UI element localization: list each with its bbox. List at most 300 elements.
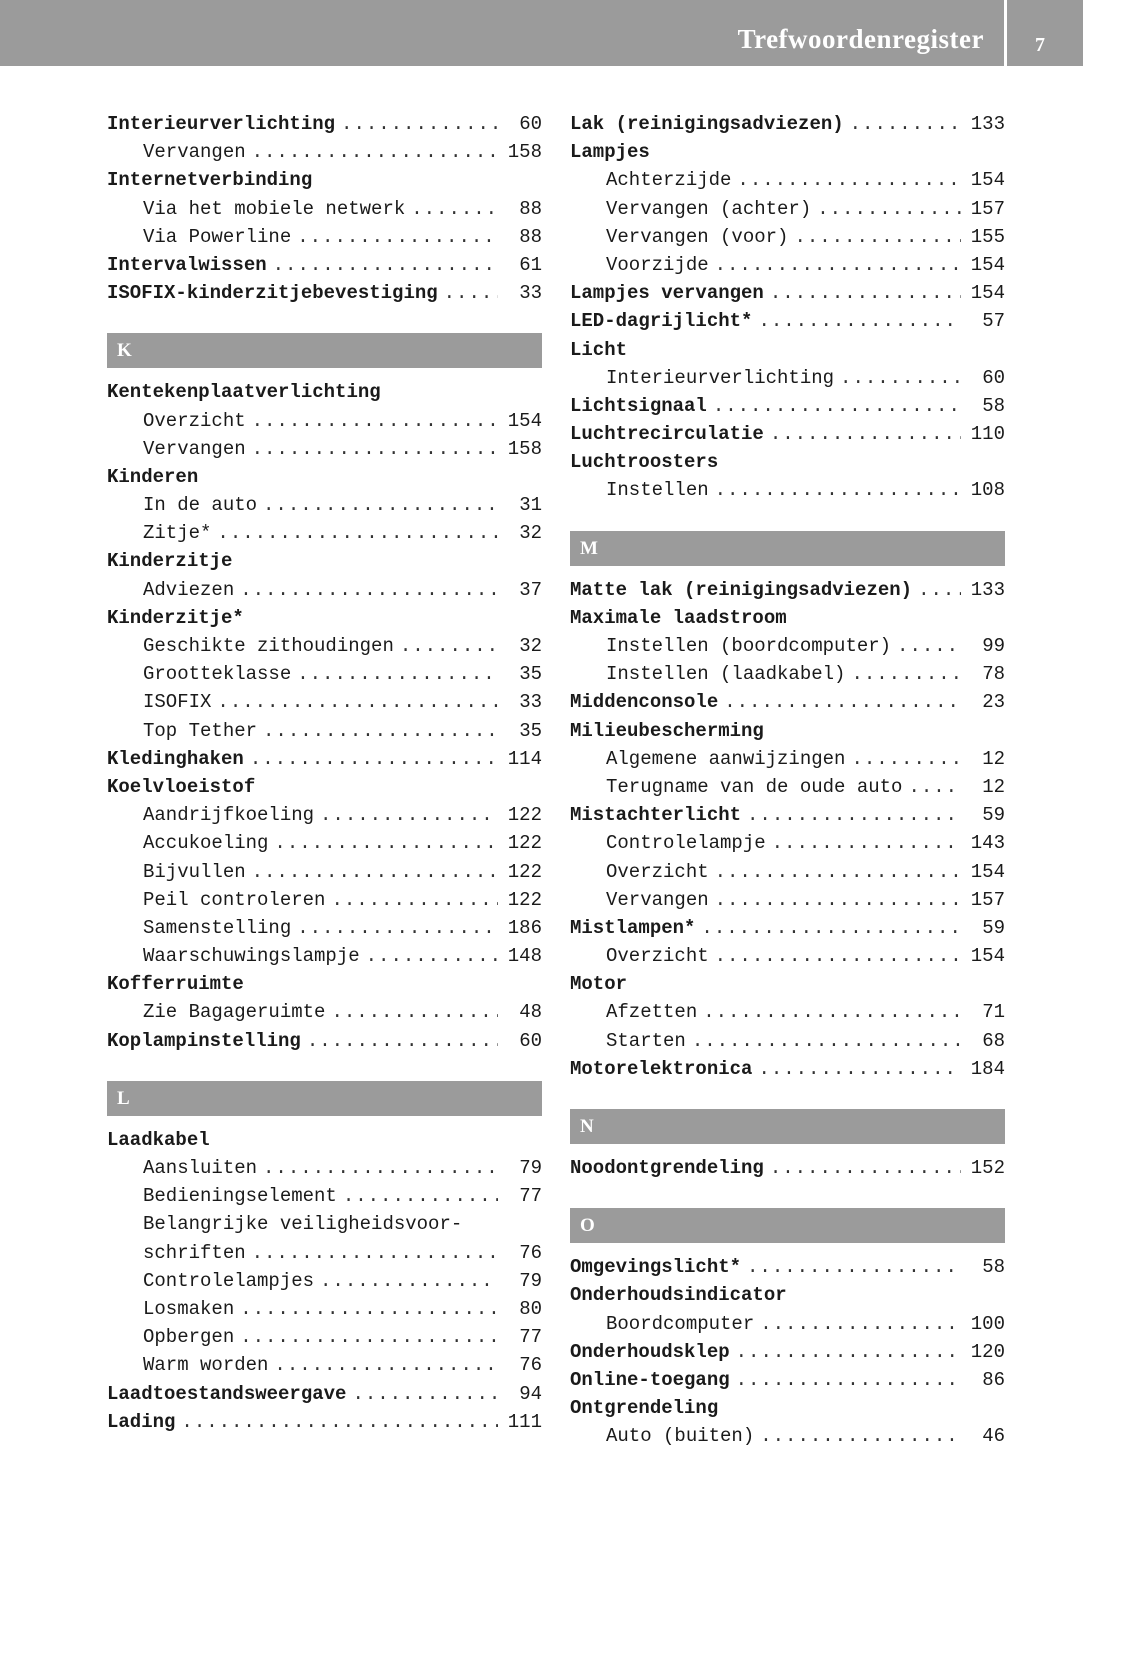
entry-page: 158	[507, 141, 542, 164]
index-subentry	[107, 435, 542, 463]
entry-term: Lampjes vervangen	[570, 282, 764, 305]
dot-leader	[263, 717, 498, 745]
entry-term: Via Powerline	[143, 225, 292, 248]
entry-term: Vervangen (achter)	[606, 197, 812, 220]
dot-leader	[817, 195, 961, 223]
entry-page: 61	[519, 253, 542, 276]
index-subentry	[570, 773, 1005, 801]
dot-leader	[297, 660, 498, 688]
entry-term: Licht	[570, 338, 628, 361]
dot-leader	[273, 251, 498, 279]
entry-page: 23	[982, 691, 1005, 714]
entry-page: 86	[982, 1368, 1005, 1391]
dot-leader	[341, 110, 498, 138]
entry-page: 184	[970, 1057, 1005, 1080]
dot-leader	[715, 858, 961, 886]
dot-leader	[715, 942, 961, 970]
dot-leader	[715, 886, 961, 914]
dot-leader	[772, 829, 961, 857]
entry-term: Adviezen	[143, 578, 235, 601]
entry-page: 133	[970, 578, 1005, 601]
dot-leader	[366, 942, 498, 970]
dot-leader	[297, 914, 498, 942]
dot-leader	[240, 1295, 498, 1323]
entry-page: 154	[970, 860, 1005, 883]
index-entry	[570, 392, 1005, 420]
dot-leader	[320, 801, 498, 829]
entry-page: 77	[519, 1326, 542, 1349]
index-entry	[570, 279, 1005, 307]
entry-term: Koplampinstelling	[107, 1029, 301, 1052]
entry-term: Terugname van de oude auto	[606, 775, 903, 798]
dot-leader	[252, 1239, 498, 1267]
index-entry	[107, 251, 542, 279]
dot-leader	[736, 1366, 961, 1394]
index-entry	[570, 576, 1005, 604]
index-subentry	[570, 1310, 1005, 1338]
entry-page: 148	[507, 945, 542, 968]
index-entry	[107, 378, 542, 406]
index-entry	[570, 307, 1005, 335]
dot-leader	[252, 858, 498, 886]
entry-page: 32	[519, 522, 542, 545]
index-subentry	[107, 1210, 542, 1238]
dot-leader	[840, 364, 961, 392]
entry-page: 154	[970, 945, 1005, 968]
index-column-left	[107, 110, 542, 1436]
entry-term: Koelvloeistof	[107, 775, 256, 798]
dot-leader	[343, 1182, 498, 1210]
entry-term: Aansluiten	[143, 1157, 258, 1179]
entry-page: 37	[519, 578, 542, 601]
entry-term: Losmaken	[143, 1297, 235, 1320]
dot-leader	[770, 420, 961, 448]
index-entry	[107, 1380, 542, 1408]
entry-term: Top Tether	[143, 719, 258, 742]
index-entry	[107, 1408, 542, 1436]
dot-leader	[770, 1154, 961, 1182]
entry-page: 58	[982, 1256, 1005, 1279]
entry-page: 122	[507, 888, 542, 911]
index-entry	[107, 166, 542, 194]
dot-leader	[263, 1154, 498, 1182]
entry-term: Milieubescherming	[570, 719, 764, 742]
index-entry	[570, 1394, 1005, 1422]
index-subentry	[570, 195, 1005, 223]
page-number: 7	[1035, 34, 1045, 56]
index-subentry	[107, 632, 542, 660]
entry-term: Vervangen (voor)	[606, 225, 789, 248]
entry-page: 88	[519, 197, 542, 220]
entry-term: Instellen (laadkabel)	[606, 663, 846, 686]
entry-page: 79	[519, 1269, 542, 1292]
entry-page: 158	[507, 437, 542, 460]
entry-term: Onderhoudsindicator	[570, 1284, 787, 1307]
dot-leader	[851, 745, 961, 773]
entry-term: Bedieningselement	[143, 1185, 337, 1208]
index-subentry	[107, 942, 542, 970]
entry-page: 60	[519, 113, 542, 135]
dot-leader	[217, 688, 498, 716]
entry-term: Motor	[570, 973, 628, 996]
entry-page: 35	[519, 663, 542, 686]
index-subentry	[570, 942, 1005, 970]
dot-leader	[400, 632, 498, 660]
entry-term: In de auto	[143, 494, 258, 517]
entry-page: 60	[519, 1029, 542, 1052]
index-subentry	[107, 195, 542, 223]
dot-leader	[908, 773, 961, 801]
dot-leader	[274, 829, 497, 857]
index-entry	[107, 110, 542, 138]
entry-term: Kinderzitje*	[107, 606, 244, 629]
entry-term: Online-toegang	[570, 1368, 730, 1391]
entry-page: 108	[970, 479, 1005, 502]
entry-term: Laadkabel	[107, 1128, 210, 1151]
index-entry	[570, 110, 1005, 138]
entry-term: Starten	[606, 1029, 686, 1052]
entry-page: 122	[507, 832, 542, 855]
dot-leader	[217, 519, 498, 547]
dot-leader	[850, 110, 961, 138]
dot-leader	[444, 279, 498, 307]
index-entry	[570, 914, 1005, 942]
entry-term: Instellen (boordcomputer)	[606, 635, 892, 657]
dot-leader	[701, 914, 961, 942]
index-subentry	[570, 886, 1005, 914]
entry-page: 33	[519, 691, 542, 714]
index-subentry	[107, 1323, 542, 1351]
index-subentry	[570, 829, 1005, 857]
entry-term: Middenconsole	[570, 691, 719, 714]
dot-leader	[181, 1408, 497, 1436]
dot-leader	[760, 1310, 961, 1338]
index-subentry	[107, 998, 542, 1026]
index-subentry	[107, 914, 542, 942]
page-number-box	[1007, 0, 1083, 66]
dot-leader	[918, 576, 961, 604]
index-subentry	[107, 717, 542, 745]
index-subentry	[570, 745, 1005, 773]
entry-term: Kinderen	[107, 465, 199, 488]
entry-page: 76	[519, 1354, 542, 1377]
entry-term: Opbergen	[143, 1326, 235, 1349]
entry-term: Via het mobiele netwerk	[143, 197, 406, 220]
dot-leader	[851, 660, 961, 688]
entry-term: Geschikte zithoudingen	[143, 635, 394, 657]
index-subentry	[107, 1182, 542, 1210]
index-entry	[570, 801, 1005, 829]
letter-heading: O	[570, 1208, 1005, 1243]
index-entry	[570, 1154, 1005, 1182]
dot-leader	[331, 886, 497, 914]
entry-term: Mistachterlicht	[570, 804, 742, 827]
entry-term: Instellen	[606, 479, 709, 502]
dot-leader	[713, 392, 961, 420]
dot-leader	[794, 223, 960, 251]
dot-leader	[770, 279, 961, 307]
entry-term: Lak (reinigingsadviezen)	[570, 113, 844, 135]
dot-leader	[411, 195, 498, 223]
index-subentry	[107, 1267, 542, 1295]
index-subentry	[107, 491, 542, 519]
letter-heading: L	[107, 1081, 542, 1116]
entry-page: 46	[982, 1425, 1005, 1448]
entry-page: 133	[970, 113, 1005, 135]
dot-leader	[252, 138, 498, 166]
entry-term: Warm worden	[143, 1354, 269, 1377]
entry-term: Aandrijfkoeling	[143, 804, 315, 827]
entry-term: Interieurverlichting	[107, 113, 336, 135]
entry-page: 57	[982, 310, 1005, 333]
entry-term: Bijvullen	[143, 860, 246, 883]
entry-term: Afzetten	[606, 1001, 698, 1024]
entry-term: Vervangen	[143, 437, 246, 460]
entry-term: Lichtsignaal	[570, 394, 707, 417]
entry-page: 110	[970, 423, 1005, 446]
entry-page: 79	[519, 1157, 542, 1179]
index-subentry	[107, 886, 542, 914]
entry-page: 122	[507, 860, 542, 883]
dot-leader	[747, 801, 961, 829]
entry-page: 152	[970, 1157, 1005, 1179]
index-subentry	[107, 1295, 542, 1323]
entry-term: Accukoeling	[143, 832, 269, 855]
index-entry	[107, 463, 542, 491]
entry-page: 71	[982, 1001, 1005, 1024]
dot-leader	[297, 223, 498, 251]
dot-leader	[692, 1027, 961, 1055]
entry-page: 48	[519, 1001, 542, 1024]
entry-term: Lading	[107, 1410, 176, 1433]
dot-leader	[331, 998, 498, 1026]
entry-page: 154	[970, 282, 1005, 305]
entry-term: Peil controleren	[143, 888, 326, 911]
index-subentry	[107, 407, 542, 435]
entry-page: 155	[970, 225, 1005, 248]
entry-page: 154	[970, 253, 1005, 276]
dot-leader	[897, 632, 961, 660]
entry-page: 120	[970, 1340, 1005, 1363]
entry-term: Belangrijke veiligheidsvoor-	[143, 1213, 463, 1236]
index-subentry	[107, 1154, 542, 1182]
index-subentry	[107, 1239, 542, 1267]
letter-heading: N	[570, 1109, 1005, 1144]
entry-page: 88	[519, 225, 542, 248]
entry-term: Overzicht	[143, 409, 246, 432]
index-entry	[570, 336, 1005, 364]
dot-leader	[240, 576, 498, 604]
dot-leader	[352, 1380, 498, 1408]
entry-term: Auto (buiten)	[606, 1425, 755, 1448]
entry-term: schriften	[143, 1241, 246, 1264]
dot-leader	[263, 491, 498, 519]
dot-leader	[758, 307, 961, 335]
dot-leader	[747, 1253, 961, 1281]
entry-term: Algemene aanwijzingen	[606, 747, 846, 770]
entry-page: 157	[970, 197, 1005, 220]
entry-page: 59	[982, 804, 1005, 827]
entry-page: 76	[519, 1241, 542, 1264]
index-subentry	[570, 998, 1005, 1026]
dot-leader	[307, 1027, 498, 1055]
index-entry	[570, 1055, 1005, 1083]
entry-page: 33	[519, 282, 542, 305]
entry-term: Voorzijde	[606, 253, 709, 276]
index-entry	[570, 448, 1005, 476]
entry-term: Interieurverlichting	[606, 366, 835, 389]
dot-leader	[250, 745, 498, 773]
dot-leader	[737, 166, 960, 194]
dot-leader	[715, 476, 961, 504]
entry-page: 12	[982, 775, 1005, 798]
index-subentry	[107, 688, 542, 716]
index-entry	[570, 1253, 1005, 1281]
index-entry	[107, 970, 542, 998]
entry-term: Grootteklasse	[143, 663, 292, 686]
index-subentry	[107, 660, 542, 688]
index-entry	[107, 1126, 542, 1154]
index-entry	[570, 688, 1005, 716]
index-subentry	[570, 660, 1005, 688]
page-header	[0, 0, 1004, 66]
entry-page: 80	[519, 1297, 542, 1320]
entry-term: Onderhoudsklep	[570, 1340, 730, 1363]
index-entry	[570, 1281, 1005, 1309]
entry-term: Kentekenplaatverlichting	[107, 381, 381, 404]
index-subentry	[107, 829, 542, 857]
index-subentry	[570, 223, 1005, 251]
entry-term: Intervalwissen	[107, 253, 267, 276]
entry-page: 94	[519, 1382, 542, 1405]
entry-page: 186	[507, 916, 542, 939]
entry-term: Noodontgrendeling	[570, 1157, 764, 1179]
entry-term: Waarschuwingslampje	[143, 945, 360, 968]
index-subentry	[107, 801, 542, 829]
entry-page: 111	[507, 1410, 542, 1433]
entry-page: 32	[519, 635, 542, 657]
index-entry	[570, 1338, 1005, 1366]
index-subentry	[570, 476, 1005, 504]
index-entry	[570, 138, 1005, 166]
dot-leader	[736, 1338, 961, 1366]
entry-page: 157	[970, 888, 1005, 911]
entry-term: Ontgrendeling	[570, 1397, 719, 1420]
index-entry	[570, 970, 1005, 998]
dot-leader	[274, 1351, 498, 1379]
index-entry	[570, 1366, 1005, 1394]
index-subentry	[107, 223, 542, 251]
dot-leader	[320, 1267, 498, 1295]
entry-term: ISOFIX-kinderzitjebevestiging	[107, 282, 438, 305]
dot-leader	[758, 1055, 960, 1083]
entry-term: ISOFIX	[143, 691, 212, 714]
letter-heading: M	[570, 531, 1005, 566]
entry-term: Laadtoestandsweergave	[107, 1382, 347, 1405]
index-subentry	[570, 1422, 1005, 1450]
entry-page: 122	[507, 804, 542, 827]
index-entry	[570, 604, 1005, 632]
entry-term: LED-dagrijlicht*	[570, 310, 753, 333]
entry-term: Samenstelling	[143, 916, 292, 939]
entry-page: 59	[982, 916, 1005, 939]
entry-term: Lampjes	[570, 141, 650, 164]
entry-term: Kledinghaken	[107, 747, 244, 770]
index-subentry	[107, 138, 542, 166]
index-subentry	[570, 1027, 1005, 1055]
index-subentry	[570, 632, 1005, 660]
entry-term: Controlelampjes	[143, 1269, 315, 1292]
entry-page: 78	[982, 663, 1005, 686]
entry-term: Maximale laadstroom	[570, 606, 787, 629]
index-subentry	[570, 251, 1005, 279]
letter-heading: K	[107, 333, 542, 368]
dot-leader	[760, 1422, 961, 1450]
entry-page: 154	[970, 169, 1005, 192]
entry-term: Overzicht	[606, 945, 709, 968]
entry-page: 58	[982, 394, 1005, 417]
dot-leader	[252, 435, 498, 463]
entry-term: Luchtroosters	[570, 451, 719, 474]
index-entry	[107, 1027, 542, 1055]
dot-leader	[240, 1323, 498, 1351]
index-entry	[570, 717, 1005, 745]
entry-term: Motorelektronica	[570, 1057, 753, 1080]
entry-term: Luchtrecirculatie	[570, 423, 764, 446]
entry-term: Boordcomputer	[606, 1312, 755, 1335]
entry-page: 60	[982, 366, 1005, 389]
index-column-right	[570, 110, 1005, 1451]
index-subentry	[107, 576, 542, 604]
index-entry	[107, 604, 542, 632]
entry-page: 31	[519, 494, 542, 517]
index-entry	[107, 745, 542, 773]
dot-leader	[724, 688, 961, 716]
entry-term: Zitje*	[143, 522, 212, 545]
index-subentry	[570, 858, 1005, 886]
index-entry	[107, 547, 542, 575]
entry-term: Zie Bagageruimte	[143, 1001, 326, 1024]
entry-term: Kofferruimte	[107, 973, 244, 996]
entry-page: 35	[519, 719, 542, 742]
entry-term: Achterzijde	[606, 169, 732, 192]
entry-term: Overzicht	[606, 860, 709, 883]
entry-page: 77	[519, 1185, 542, 1208]
entry-term: Omgevingslicht*	[570, 1256, 742, 1279]
entry-page: 143	[970, 832, 1005, 855]
entry-page: 68	[982, 1029, 1005, 1052]
entry-page: 99	[982, 635, 1005, 657]
dot-leader	[715, 251, 961, 279]
entry-page: 100	[970, 1312, 1005, 1335]
entry-term: Internetverbinding	[107, 169, 313, 192]
index-entry	[570, 420, 1005, 448]
section-title: Trefwoordenregister	[737, 24, 984, 54]
dot-leader	[703, 998, 961, 1026]
entry-term: Vervangen	[606, 888, 709, 911]
entry-page: 154	[507, 409, 542, 432]
index-subentry	[107, 858, 542, 886]
index-subentry	[570, 166, 1005, 194]
entry-term: Mistlampen*	[570, 916, 696, 939]
index-entry	[107, 279, 542, 307]
entry-page: 12	[982, 747, 1005, 770]
entry-term: Vervangen	[143, 141, 246, 164]
entry-term: Kinderzitje	[107, 550, 233, 573]
index-subentry	[107, 1351, 542, 1379]
entry-term: Controlelampje	[606, 832, 766, 855]
index-entry	[107, 773, 542, 801]
